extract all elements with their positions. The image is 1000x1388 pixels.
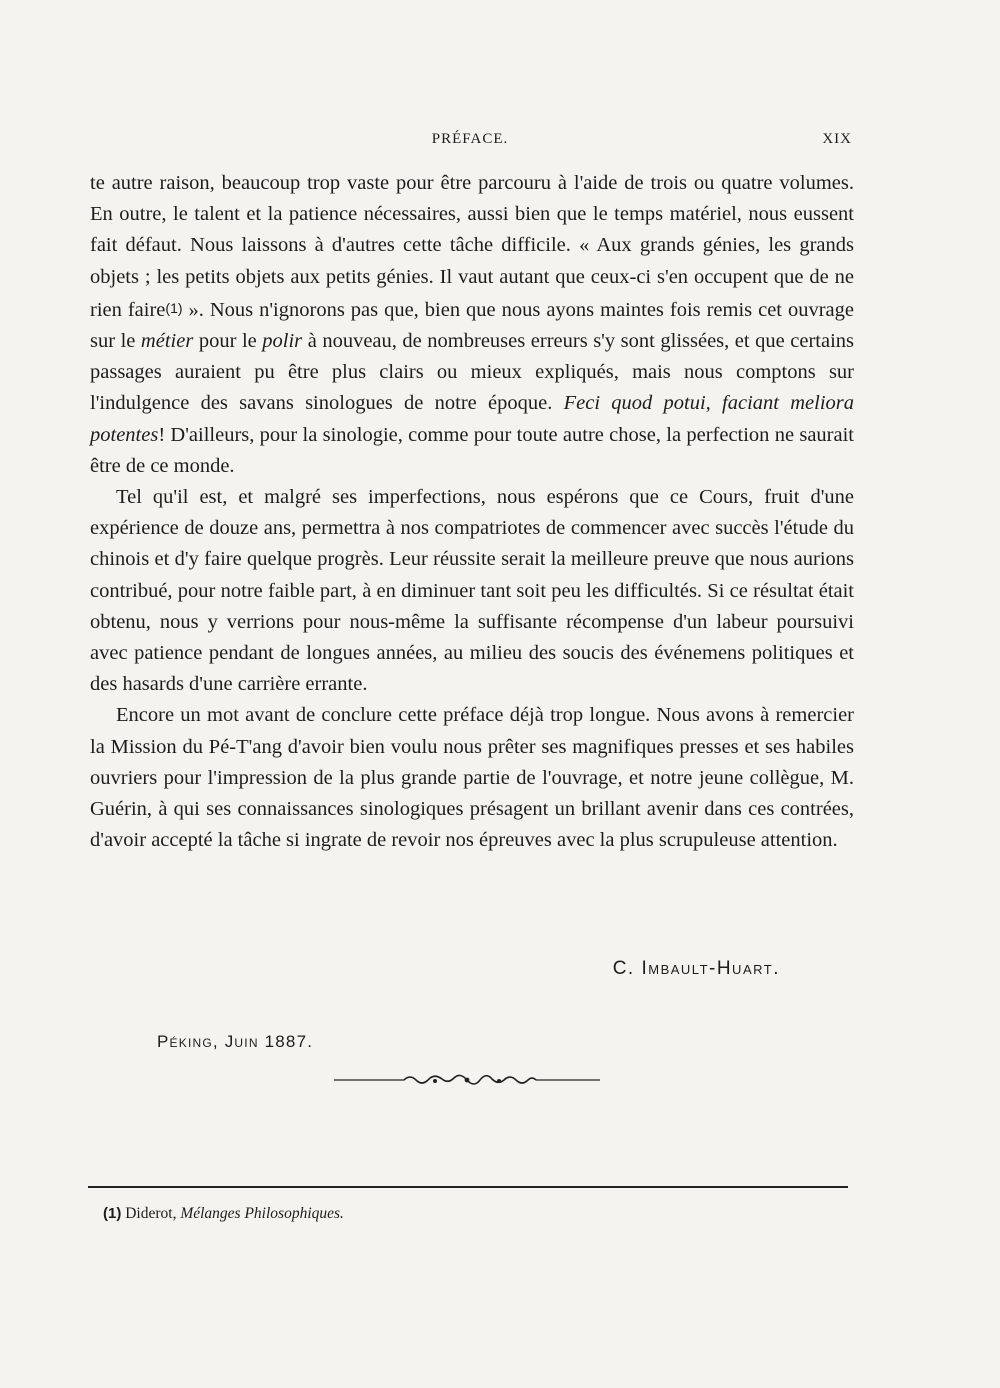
italic-polir: polir	[262, 330, 303, 353]
paragraph-1-text-c: pour le	[193, 330, 263, 353]
page-number: XIX	[822, 131, 852, 147]
paragraph-1-text-e: ! D'ailleurs, pour la sinologie, comme pour toute autre chose, la perfection ne saurait être de ce monde.	[90, 423, 854, 477]
page-header	[88, 131, 852, 155]
printer-ornament-icon	[332, 1068, 602, 1092]
footnote-author: Diderot,	[125, 1205, 181, 1222]
footnote-number: (1)	[103, 1205, 122, 1222]
body-text	[90, 168, 854, 856]
footnote-divider	[88, 1186, 848, 1188]
paragraph-2: Tel qu'il est, et malgré ses imperfections, nous espérons que ce Cours, fruit d'une expérience de douze ans, permettra à nos compatriotes de commencer avec succès l'étude du chinois et d'y faire quelque progrès. Leur réussite serait la meilleure preuve que nous aurions contribué, pour notre faible part, à en diminuer tant soit peu les difficultés. Si ce résultat était obtenu, nous y verrions pour nous-même la suffisante récompense d'un labeur poursuivi avec patience pendant de longues années, au milieu des soucis des événemens politiques et des hasards d'une carrière errante.	[90, 486, 854, 696]
italic-metier: métier	[140, 330, 194, 353]
footnote-title: Mélanges Philosophiques.	[180, 1205, 344, 1222]
footnote-reference: (1)	[165, 299, 183, 316]
paragraph-1-text-b: ». Nous n'ignorons pas que, bien que nous ayons maintes fois remis cet ouvrage sur le	[90, 298, 855, 353]
author-signature: C. Imbault-Huart.	[612, 958, 780, 979]
footnote	[103, 1205, 344, 1223]
paragraph-1-text-d: à nouveau, de nombreuses erreurs s'y sont glissées, et que certains passages auraient pu être plus clairs ou mieux expliqués, mais nous comptons sur l'indulgence des savans sinologues de notre époque.	[90, 330, 855, 415]
running-title: PRÉFACE.	[431, 131, 509, 147]
paragraph-1-text-a: te autre raison, beaucoup trop vaste pour être parcouru à l'aide de trois ou quatre volumes. En outre, le talent et la patience nécessaires, aussi bien que le temps matériel, nous eussent fait défaut. Nous laissons à d'autres cette tâche difficile. « Aux grands génies, les grands objets ; les petits objets aux petits génies. Il vaut autant que ceux-ci s'en occupent que de ne rien faire	[90, 172, 854, 321]
latin-quotation: Feci quod potui, faciant meliora potentes	[90, 392, 855, 446]
paragraph-1	[90, 168, 854, 482]
paragraph-3: Encore un mot avant de conclure cette préface déjà trop longue. Nous avons à remercier la Mission du Pé-T'ang d'avoir bien voulu nous prêter ses magnifiques presses et ses habiles ouvriers pour l'impression de la plus grande partie de l'ouvrage, et notre jeune collègue, M. Guérin, à qui ses connaissances sinologiques présagent un brillant avenir dans ces contrées, d'avoir accepté la tâche si ingrate de revoir nos épreuves avec la plus scrupuleuse attention.	[90, 704, 854, 852]
place-and-date: Péking, Juin 1887.	[157, 1032, 314, 1051]
